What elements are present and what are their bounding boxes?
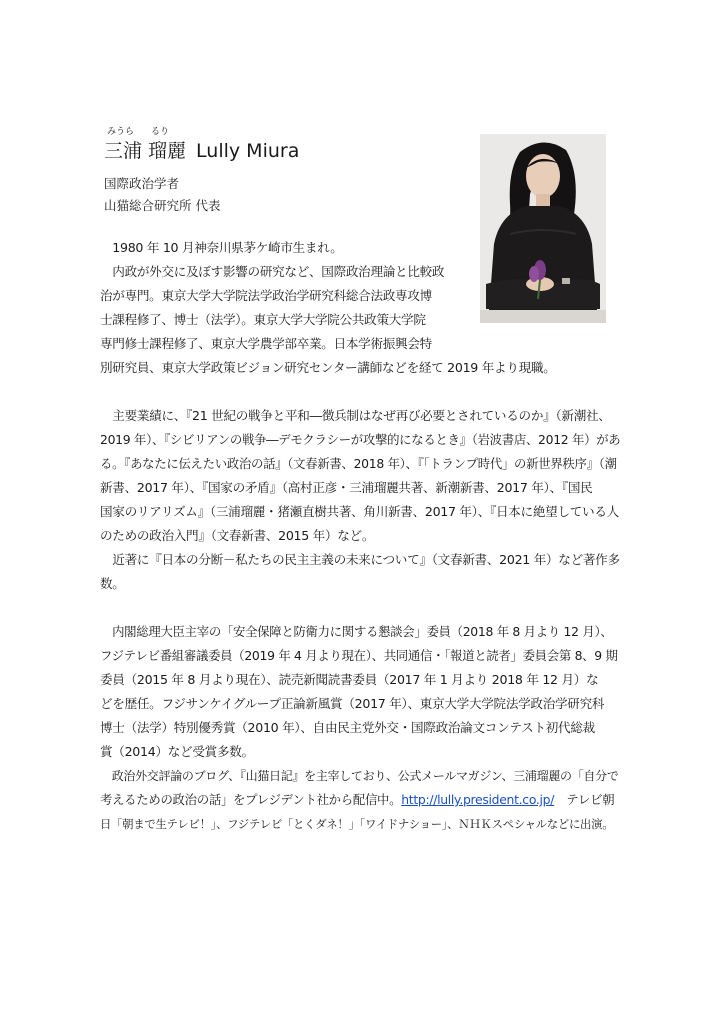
author-name-jp: 三浦 瑠麗 — [104, 140, 187, 162]
author-name — [104, 138, 299, 164]
text-line: 新書、2017 年）、『国家の矛盾』（高村正彦・三浦瑠麗共著、新潮新書、2017 年）、『国民 — [100, 480, 593, 495]
text-line: のための政治入門』（文春新書、2015 年）など。 — [100, 528, 375, 543]
ruby-surname: みうら — [107, 127, 135, 137]
text-line: 専門修士課程修了、東京大学農学部卒業。日本学術振興会特 — [100, 336, 432, 351]
author-name-en: Lully Miura — [196, 140, 300, 162]
text-line: 別研究員、東京大学政策ビジョン研究センター講師などを経て 2019 年より現職。 — [100, 360, 556, 375]
text-line: 博士（法学）特別優秀賞（2010 年）、自由民主党外交・国際政治論文コンテスト初代総裁 — [100, 720, 595, 735]
text-line: 政治外交評論のブログ、『山猫日記』を主宰しており、公式メールマガジン、三浦瑠麗の「自分で — [100, 769, 619, 783]
text-before-url: 考えるための政治の話」をプレジデント社から配信中。 — [100, 792, 402, 807]
paragraph-gap — [100, 596, 620, 620]
text-after-url: テレビ朝 — [554, 792, 615, 807]
text-line: る。『あなたに伝えたい政治の話』（文春新書、2018 年）、『「トランプ時代」の新世界秩序』（潮 — [100, 456, 617, 471]
author-affiliation: 山猫総合研究所 代表 — [104, 198, 221, 213]
paragraph-gap — [100, 380, 620, 404]
author-title: 国際政治学者 — [104, 176, 180, 191]
text-line: 2019 年）、『シビリアンの戦争―デモクラシーが攻撃的になるとき』（岩波書店、2012 年）があ — [100, 432, 621, 447]
bio-paragraph-roles — [100, 620, 620, 836]
name-block — [104, 124, 299, 164]
name-ruby — [104, 124, 299, 138]
text-line-with-link — [100, 788, 620, 812]
text-line: 内閣総理大臣主宰の「安全保障と防衛力に関する懇談会」委員（2018 年 8 月より 12 月）、 — [100, 624, 613, 639]
text-line: 治が専門。東京大学大学院法学政治学研究科総合法政専攻博 — [100, 288, 432, 303]
ruby-given-name: るり — [151, 127, 170, 137]
text-line: 委員（2015 年 8 月より現在）、読売新聞読書委員（2017 年 1 月より 2018 年 12 月）な — [100, 672, 599, 687]
author-roles — [104, 173, 220, 217]
text-line: 近著に『日本の分断－私たちの民主主義の未来について』（文春新書、2021 年）など著作多 — [100, 552, 620, 567]
text-line: 1980 年 10 月神奈川県茅ケ崎市生まれ。 — [100, 240, 343, 255]
text-line: 主要業績に、『21 世紀の戦争と平和―徴兵制はなぜ再び必要とされているのか』（新潮社、 — [100, 408, 611, 423]
text-line: フジテレビ番組審議委員（2019 年 4 月より現在）、共同通信・「報道と読者」委員会第 8、9 期 — [100, 648, 618, 663]
text-line: 賞（2014）など受賞多数。 — [100, 744, 254, 759]
president-url-link[interactable]: http://lully.president.co.jp/ — [401, 792, 555, 807]
text-line: 士課程修了、博士（法学）。東京大学大学院公共政策大学院 — [100, 312, 426, 327]
text-line: 国家のリアリズム』（三浦瑠麗・猪瀬直樹共著、角川新書、2017 年）、『日本に絶望している人 — [100, 504, 619, 519]
biography-body — [100, 236, 620, 836]
text-line: 数。 — [100, 576, 125, 591]
bio-paragraph-works — [100, 404, 620, 596]
text-line: どを歴任。フジサンケイグループ正論新風賞（2017 年）、東京大学大学院法学政治学研究科 — [100, 696, 605, 711]
bio-paragraph-1 — [100, 236, 620, 380]
text-line: 日「朝まで生テレビ！」、フジテレビ「とくダネ！」「ワイドナショー」、ＮＨＫスペシャルなどに出演。 — [100, 817, 614, 831]
text-line: 内政が外交に及ぼす影響の研究など、国際政治理論と比較政 — [100, 264, 445, 279]
